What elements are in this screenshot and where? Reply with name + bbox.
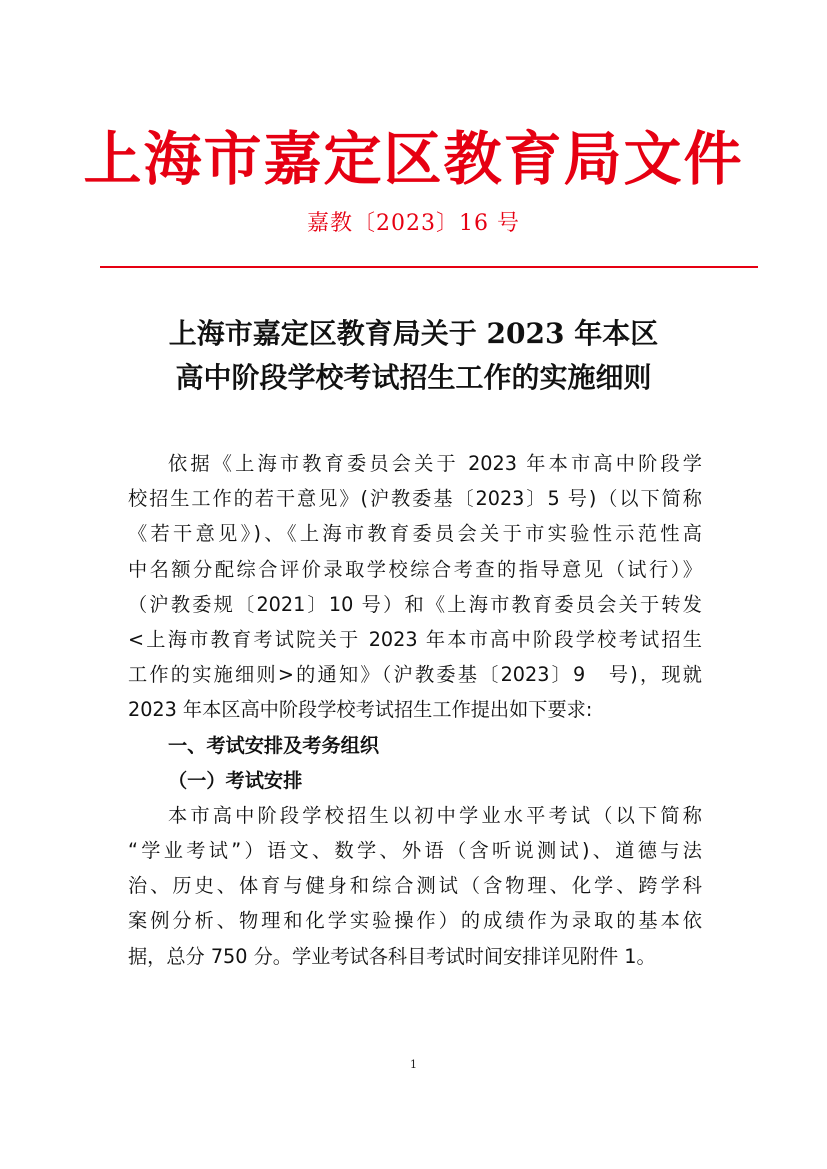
paragraph-1-line: 工作的实施细则>的通知》（沪教委基〔2023〕9 号)，现就 [128, 663, 702, 687]
paragraph-2-line: 案例分析、物理和化学实验操作）的成绩作为录取的基本依 [128, 909, 702, 933]
section-heading: 一、考试安排及考务组织 [168, 733, 380, 757]
paragraph-1-line: 《若干意见》)、《上海市教育委员会关于市实验性示范性高 [128, 522, 702, 546]
document-body [128, 446, 702, 974]
subsection-heading: （一）考试安排 [168, 768, 303, 792]
document-title-line-2: 高中阶段学校考试招生工作的实施细则 [175, 361, 652, 394]
header-divider-rule [100, 266, 758, 268]
paragraph-2-line: “学业考试”）语文、数学、外语（含听说测试)、道德与法 [128, 839, 702, 863]
paragraph-1-line: （沪教委规〔2021〕10 号）和《上海市教育委员会关于转发 [128, 592, 702, 616]
paragraph-1-line: 依据《上海市教育委员会关于 2023 年本市高中阶段学 [168, 452, 702, 475]
document-title [0, 312, 827, 400]
issuer-header-title: 上海市嘉定区教育局文件 [83, 125, 744, 193]
document-number: 嘉教〔2023〕16 号 [307, 211, 520, 236]
paragraph-1-line: 2023 年本区高中阶段学校考试招生工作提出如下要求: [128, 698, 593, 722]
paragraph-2-line: 据，总分 750 分。学业考试各科目考试时间安排详见附件 1。 [128, 944, 656, 968]
paragraph-2-line: 本市高中阶段学校招生以初中学业水平考试（以下简称 [168, 803, 702, 827]
page-number: 1 [410, 1058, 417, 1071]
paragraph-1-line: 中名额分配综合评价录取学校综合考查的指导意见（试行）》 [128, 557, 702, 581]
paragraph-1-line: 校招生工作的若干意见》(沪教委基〔2023〕5 号)（以下简称 [128, 487, 702, 511]
paragraph-1-line: <上海市教育考试院关于 2023 年本市高中阶段学校考试招生 [128, 627, 702, 651]
paragraph-2-line: 治、历史、体育与健身和综合测试（含物理、化学、跨学科 [128, 874, 702, 898]
document-title-line-1: 上海市嘉定区教育局关于 2023 年本区 [168, 317, 659, 350]
